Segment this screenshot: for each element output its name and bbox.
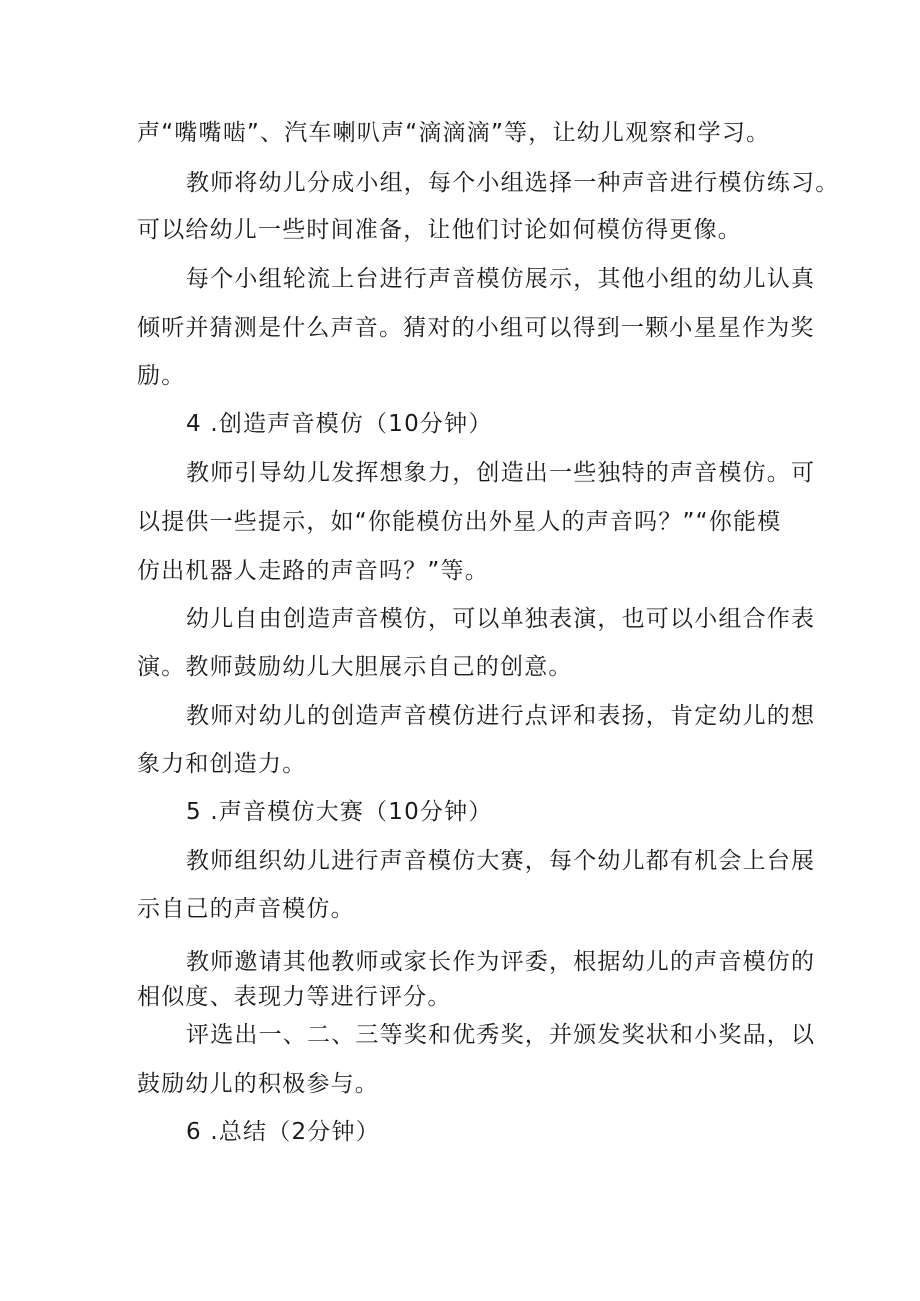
paragraph-start-line: 评选出一、二、三等奖和优秀奖，并颁发奖状和小奖品，以 [186,1022,816,1048]
text-line: 示自己的声音模仿。 [137,896,355,922]
text-line: 可以给幼儿一些时间准备，让他们讨论如何模仿得更像。 [137,217,742,243]
text-line: 倾听并猜测是什么声音。猜对的小组可以得到一颗小星星作为奖 [137,315,815,341]
section-heading-4: 4 .创造声音模仿（10分钟） [186,411,493,437]
paragraph-start-line: 教师邀请其他教师或家长作为评委，根据幼儿的声音模仿的 [186,949,816,975]
text-line: 象力和创造力。 [137,751,307,777]
paragraph-start-line: 每个小组轮流上台进行声音模仿展示，其他小组的幼儿认真 [186,266,816,292]
text-line: 以提供一些提示，如“你能模仿出外星人的声音吗？”“你能模 [137,509,782,535]
text-line: 演。教师鼓励幼儿大胆展示自己的创意。 [137,654,573,680]
section-heading-5: 5 .声音模仿大赛（10分钟） [186,799,493,825]
paragraph-start-line: 幼儿自由创造声音模仿，可以单独表演，也可以小组合作表 [186,606,816,632]
text-line: 仿出机器人走路的声音吗？”等。 [137,558,489,584]
text-line: 励。 [137,363,186,389]
text-line: 鼓励幼儿的积极参与。 [137,1071,379,1097]
paragraph-start-line: 教师对幼儿的创造声音模仿进行点评和表扬，肯定幼儿的想 [186,703,816,729]
section-heading-6: 6 .总结（2分钟） [186,1119,380,1145]
text-line: 相似度、表现力等进行评分。 [137,984,452,1010]
paragraph-start-line: 教师将幼儿分成小组，每个小组选择一种声音进行模仿练习。 [186,170,840,196]
paragraph-start-line: 教师组织幼儿进行声音模仿大赛，每个幼儿都有机会上台展 [186,848,816,874]
paragraph-start-line: 教师引导幼儿发挥想象力，创造出一些独特的声音模仿。可 [186,460,816,486]
text-line: 声“嘴嘴啮”、汽车喇叭声“滴滴滴”等，让幼儿观察和学习。 [137,120,771,146]
